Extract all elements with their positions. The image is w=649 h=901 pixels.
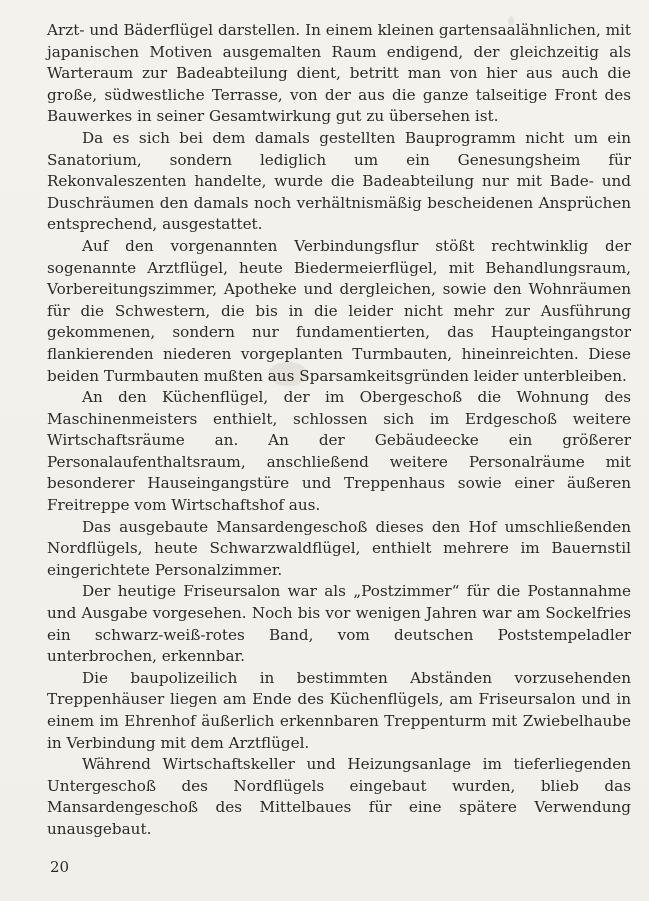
body-text [47, 20, 631, 841]
paragraph: Auf den vorgenannten Verbindungsflur stößt rechtwinklig der sogenannte Arztflügel, heute Biedermeierflügel, mit Behandlungsraum, Vorbereitungszimmer, Apotheke und dergleichen, sowie den Wohnräumen für die Schwestern, die bis in die leider nicht mehr zur Ausführung gekommenen, sondern nur fundamentierten, das Haupteingangstor flankierenden niederen vorgeplanten Turmbauten, hineinreichten. Diese beiden Turmbauten mußten aus Sparsamkeitsgründen leider unterbleiben. [47, 236, 631, 385]
paragraph: Die baupolizeilich in bestimmten Abständen vorzusehenden Treppenhäuser liegen am Ende des Küchenflügels, am Friseursalon und in einem im Ehrenhof äußerlich erkennbaren Treppenturm mit Zwiebelhaube in Verbindung mit dem Arztflügel. [47, 668, 631, 752]
paragraph: Das ausgebaute Mansardengeschoß dieses den Hof umschließenden Nordflügels, heute Schwarzwaldflügel, enthielt mehrere im Bauernstil eingerichtete Personalzimmer. [47, 517, 631, 579]
paragraph: Da es sich bei dem damals gestellten Bauprogramm nicht um ein Sanatorium, sondern lediglich um ein Genesungsheim für Rekonvaleszenten handelte, wurde die Badeabteilung nur mit Bade- und Duschräumen den damals noch verhältnismäßig bescheidenen Ansprüchen entsprechend, ausgestattet. [47, 128, 631, 234]
paragraph: Während Wirtschaftskeller und Heizungsanlage im tieferliegenden Untergeschoß des Nordflügels eingebaut wurden, blieb das Mansardengeschoß des Mittelbaues für eine spätere Verwendung unausgebaut. [47, 755, 631, 838]
paragraph: Arzt- und Bäderflügel darstellen. In einem kleinen gartensaalähnlichen, mit japanischen Motiven ausgemalten Raum endigend, der gleichzeitig als Warteraum zur Badeabteilung dient, betritt man von hier aus auch die große, südwestliche Terrasse, von der aus die ganze talseitige Front des Bauwerkes in seiner Gesamtwirkung gut zu übersehen ist. [47, 21, 631, 126]
paragraph: An den Küchenflügel, der im Obergeschoß die Wohnung des Maschinenmeisters enthielt, schlossen sich im Erdgeschoß weitere Wirtschaftsräume an. An der Gebäudeecke ein größerer Personalaufenthaltsraum, anschließend weitere Personalräume mit besonderer Hauseingangstüre und Treppenhaus sowie einer äußeren Freitreppe vom Wirtschaftshof aus. [47, 388, 631, 515]
paragraph: Der heutige Friseursalon war als „Postzimmer“ für die Postannahme und Ausgabe vorgesehen. Noch bis vor wenigen Jahren war am Sockelfries ein schwarz-weiß-rotes Band, vom deutschen Poststempeladler unterbrochen, erkennbar. [47, 582, 631, 666]
page-number: 20 [50, 858, 70, 876]
